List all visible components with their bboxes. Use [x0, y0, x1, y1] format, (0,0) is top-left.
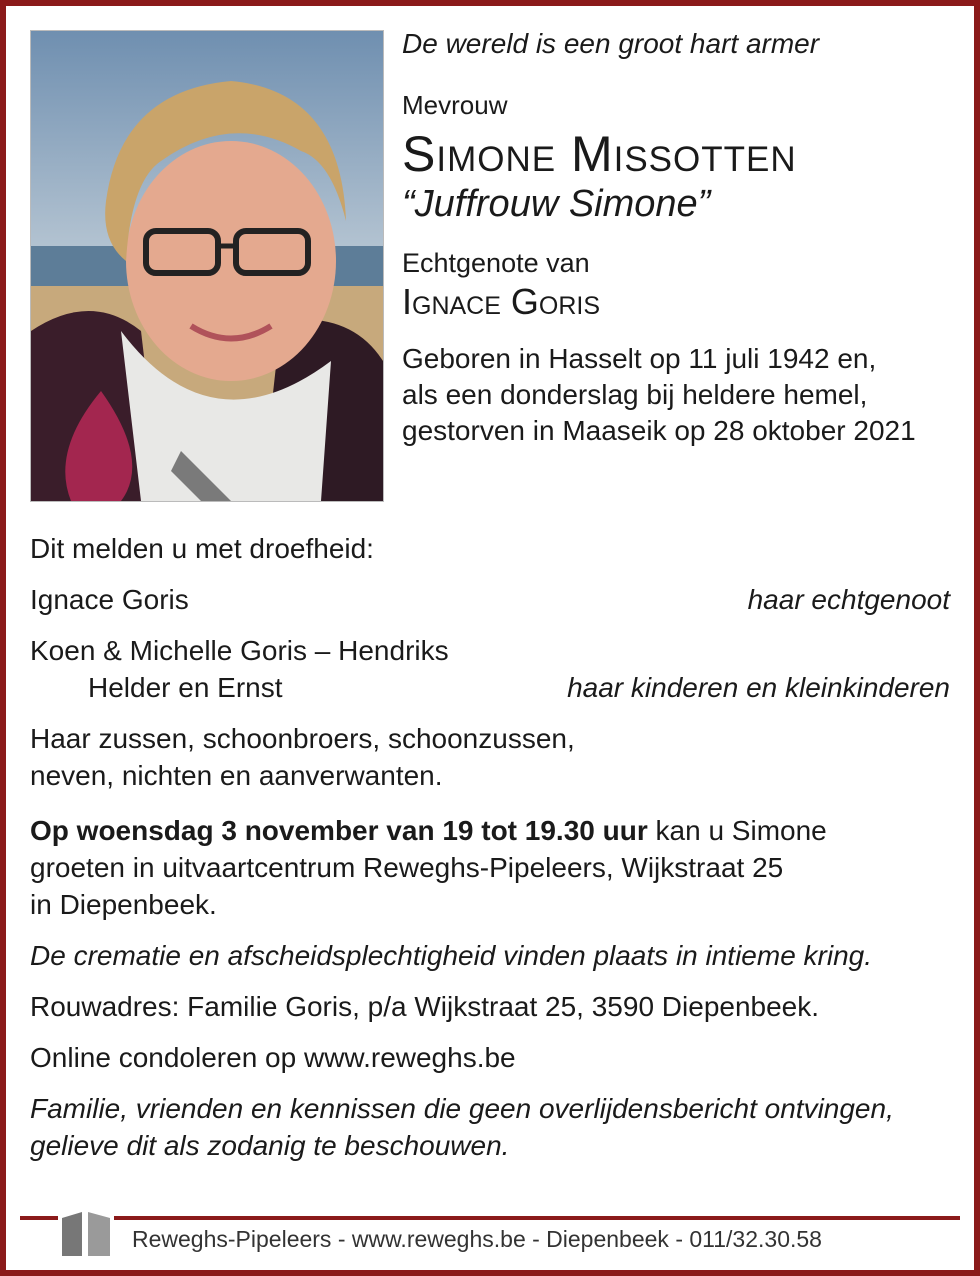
footer-rule	[20, 1216, 960, 1220]
relatives-line: Haar zussen, schoonbroers, schoonzussen,	[30, 723, 575, 754]
family-row	[30, 632, 950, 669]
visit-text: kan u Simone	[647, 815, 827, 846]
relatives-line: neven, nichten en aanverwanten.	[30, 760, 443, 791]
cremation-note: De crematie en afscheidsplechtigheid vinden plaats in intieme kring.	[30, 940, 873, 971]
salutation: Mevrouw	[402, 90, 508, 120]
date-line: Geboren in Hasselt op 11 juli 1942 en,	[402, 343, 877, 374]
life-dates	[402, 341, 962, 449]
motto: De wereld is een groot hart armer	[402, 28, 820, 59]
family-row	[30, 581, 950, 618]
closing-line: gelieve dit als zodanig te beschouwen.	[30, 1130, 510, 1161]
date-line: als een donderslag bij heldere hemel,	[402, 379, 868, 410]
closing-note	[30, 1090, 950, 1164]
deceased-name: Simone Missotten	[402, 126, 797, 182]
announce-intro: Dit melden u met droefheid:	[30, 533, 374, 564]
spouse-name: Ignace Goris	[402, 281, 601, 322]
family-name: Helder en Ernst	[88, 672, 283, 703]
family-row	[30, 669, 950, 706]
family-name: Koen & Michelle Goris – Hendriks	[30, 635, 449, 666]
visit-text: groeten in uitvaartcentrum Reweghs-Pipeleers, Wijkstraat 25	[30, 852, 784, 883]
family-relation: haar kinderen en kleinkinderen	[567, 672, 950, 703]
closing-line: Familie, vrienden en kennissen die geen overlijdensbericht ontvingen,	[30, 1093, 894, 1124]
portrait-photo	[30, 30, 384, 502]
announcement-body	[30, 530, 950, 1164]
relatives	[30, 720, 950, 794]
spouse-label: Echtgenote van	[402, 248, 590, 278]
visit-text: in Diepenbeek.	[30, 889, 217, 920]
online-condolences: Online condoleren op www.reweghs.be	[30, 1042, 516, 1073]
mourning-address: Rouwadres: Familie Goris, p/a Wijkstraat 25, 3590 Diepenbeek.	[30, 991, 820, 1022]
family-relation: haar echtgenoot	[747, 584, 950, 615]
family-name: Ignace Goris	[30, 584, 189, 615]
date-line: gestorven in Maaseik op 28 oktober 2021	[402, 415, 916, 446]
funeral-home-logo-icon	[58, 1208, 114, 1260]
visit-info	[30, 812, 950, 923]
footer-text: Reweghs-Pipeleers - www.reweghs.be - Diepenbeek - 011/32.30.58	[132, 1226, 822, 1252]
visit-time: Op woensdag 3 november van 19 tot 19.30 uur	[30, 815, 648, 846]
nickname: “Juffrouw Simone”	[402, 183, 711, 225]
